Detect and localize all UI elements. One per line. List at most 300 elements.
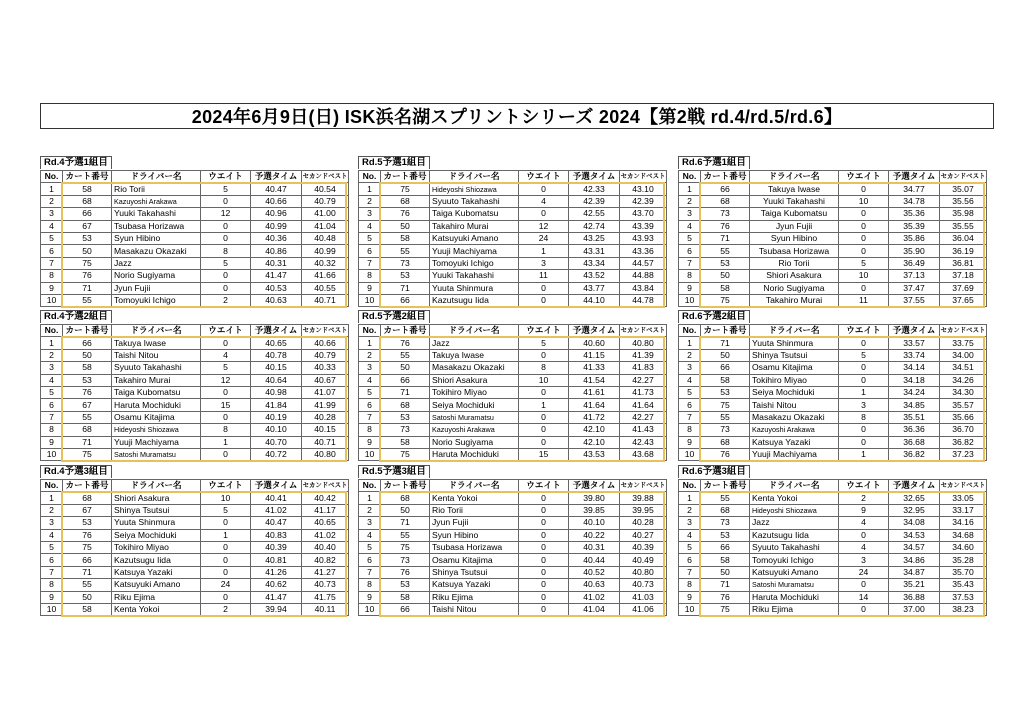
kart-number: 66 <box>63 208 112 220</box>
kart-number: 71 <box>701 337 750 349</box>
kart-number: 67 <box>63 220 112 232</box>
second-best: 33.05 <box>940 492 987 504</box>
qualifying-time: 35.39 <box>889 220 940 232</box>
table-row <box>679 448 987 460</box>
kart-number: 75 <box>63 541 112 553</box>
second-best: 40.79 <box>302 349 349 361</box>
row-number: 1 <box>41 492 63 504</box>
col-qualifying-time-header: 予選タイム <box>251 480 302 492</box>
row-number: 6 <box>679 245 701 257</box>
kart-number: 50 <box>381 220 430 232</box>
kart-number: 53 <box>381 270 430 282</box>
weight: 0 <box>201 448 251 460</box>
driver-name: Tokihiro Miyao <box>750 374 839 386</box>
row-number: 6 <box>359 245 381 257</box>
table-row <box>679 232 987 244</box>
driver-name: Kenta Yokoi <box>750 492 839 504</box>
header-row <box>679 480 987 492</box>
table-row <box>679 517 987 529</box>
second-best: 44.88 <box>620 270 667 282</box>
row-number: 10 <box>359 294 381 306</box>
weight: 0 <box>839 436 889 448</box>
kart-number: 75 <box>381 541 430 553</box>
header-row <box>359 480 667 492</box>
second-best: 40.28 <box>620 517 667 529</box>
table-row <box>41 554 349 566</box>
weight: 0 <box>201 591 251 603</box>
table-row <box>679 492 987 504</box>
second-best: 43.93 <box>620 232 667 244</box>
qualifying-time: 35.36 <box>889 208 940 220</box>
row-number: 5 <box>679 541 701 553</box>
qualifying-time: 42.10 <box>569 436 620 448</box>
second-best: 41.39 <box>620 349 667 361</box>
second-best: 41.04 <box>302 220 349 232</box>
table-row <box>41 492 349 504</box>
table-row <box>41 257 349 269</box>
table-row <box>41 374 349 386</box>
header-row <box>679 171 987 183</box>
weight: 5 <box>201 257 251 269</box>
second-best: 40.32 <box>302 257 349 269</box>
col-driver-name-header: ドライバー名 <box>750 171 839 183</box>
table-row <box>359 566 667 578</box>
table-row <box>359 282 667 294</box>
qualifying-time: 34.87 <box>889 566 940 578</box>
row-number: 2 <box>679 504 701 516</box>
table-row <box>679 399 987 411</box>
table-row <box>359 374 667 386</box>
kart-number: 53 <box>63 374 112 386</box>
weight: 24 <box>201 579 251 591</box>
driver-name: Tsubasa Horizawa <box>112 220 201 232</box>
table-row <box>679 337 987 349</box>
weight: 0 <box>201 195 251 207</box>
qualifying-time: 34.77 <box>889 183 940 195</box>
table-caption: Rd.6予選3組目 <box>678 465 750 478</box>
table-row <box>359 386 667 398</box>
row-number: 2 <box>41 195 63 207</box>
weight: 0 <box>839 374 889 386</box>
driver-name: Norio Sugiyama <box>750 282 839 294</box>
driver-name: Rio Torii <box>750 257 839 269</box>
driver-name: Jyun Fujii <box>430 517 519 529</box>
row-number: 3 <box>359 362 381 374</box>
row-number: 10 <box>359 448 381 460</box>
qualifying-time: 40.47 <box>251 183 302 195</box>
kart-number: 50 <box>381 362 430 374</box>
qualifying-time: 37.47 <box>889 282 940 294</box>
kart-number: 50 <box>701 270 750 282</box>
kart-number: 53 <box>381 579 430 591</box>
weight: 5 <box>201 362 251 374</box>
second-best: 35.56 <box>940 195 987 207</box>
table-caption: Rd.4予選2組目 <box>40 310 112 323</box>
driver-name: Kazuyoshi Arakawa <box>112 195 201 207</box>
weight: 5 <box>201 504 251 516</box>
driver-name: Taiga Kubomatsu <box>430 208 519 220</box>
weight: 8 <box>839 411 889 423</box>
table-row <box>41 579 349 591</box>
row-number: 1 <box>359 492 381 504</box>
second-best: 34.26 <box>940 374 987 386</box>
col-weight-header: ウエイト <box>839 171 889 183</box>
qualifying-time: 40.81 <box>251 554 302 566</box>
qualifying-time: 41.47 <box>251 270 302 282</box>
table-row <box>41 566 349 578</box>
col-weight-header: ウエイト <box>201 480 251 492</box>
driver-name: Osamu Kitajima <box>430 554 519 566</box>
kart-number: 66 <box>381 294 430 306</box>
second-best: 36.70 <box>940 424 987 436</box>
table-row <box>41 282 349 294</box>
second-best: 35.55 <box>940 220 987 232</box>
second-best: 40.40 <box>302 541 349 553</box>
driver-name: Yuuta Shinmura <box>112 517 201 529</box>
qualifying-table <box>40 306 348 461</box>
table-row <box>359 448 667 460</box>
weight: 1 <box>839 448 889 460</box>
qualifying-table <box>40 152 348 307</box>
table-row <box>359 591 667 603</box>
weight: 0 <box>519 579 569 591</box>
table-row <box>679 386 987 398</box>
row-number: 3 <box>359 208 381 220</box>
weight: 15 <box>519 448 569 460</box>
driver-name: Tokihiro Miyao <box>112 541 201 553</box>
table-row <box>41 436 349 448</box>
weight: 0 <box>839 362 889 374</box>
second-best: 40.49 <box>620 554 667 566</box>
header-row <box>41 480 349 492</box>
row-number: 1 <box>41 183 63 195</box>
kart-number: 75 <box>63 257 112 269</box>
header-row <box>41 171 349 183</box>
weight: 10 <box>839 270 889 282</box>
kart-number: 53 <box>381 411 430 423</box>
kart-number: 53 <box>701 386 750 398</box>
table-row <box>679 529 987 541</box>
qualifying-time: 40.62 <box>251 579 302 591</box>
driver-name: Shinya Tsutsui <box>112 504 201 516</box>
weight: 4 <box>201 349 251 361</box>
row-number: 1 <box>359 337 381 349</box>
weight: 24 <box>519 232 569 244</box>
table-row <box>679 603 987 615</box>
kart-number: 58 <box>701 554 750 566</box>
col-second-best-header: セカンドベスト <box>620 171 667 183</box>
col-no-header: No. <box>359 480 381 492</box>
driver-name: Shiori Asakura <box>750 270 839 282</box>
driver-name: Yuuji Machiyama <box>112 436 201 448</box>
col-weight-header: ウエイト <box>839 325 889 337</box>
qualifying-time: 43.25 <box>569 232 620 244</box>
driver-name: Syun Hibino <box>112 232 201 244</box>
driver-name: Hideyoshi Shiozawa <box>750 504 839 516</box>
driver-name: Tomoyuki Ichigo <box>112 294 201 306</box>
second-best: 41.17 <box>302 504 349 516</box>
results-table <box>40 324 349 461</box>
second-best: 40.79 <box>302 195 349 207</box>
weight: 0 <box>519 603 569 615</box>
col-weight-header: ウエイト <box>201 171 251 183</box>
qualifying-time: 42.55 <box>569 208 620 220</box>
table-row <box>359 411 667 423</box>
qualifying-time: 36.36 <box>889 424 940 436</box>
second-best: 43.36 <box>620 245 667 257</box>
driver-name: Takahiro Murai <box>430 220 519 232</box>
qualifying-time: 41.61 <box>569 386 620 398</box>
driver-name: Shinya Tsutsui <box>750 349 839 361</box>
kart-number: 68 <box>701 504 750 516</box>
row-number: 9 <box>359 436 381 448</box>
results-table <box>358 170 667 307</box>
second-best: 33.75 <box>940 337 987 349</box>
header-row <box>359 171 667 183</box>
row-number: 5 <box>679 386 701 398</box>
driver-name: Katsuya Yazaki <box>430 579 519 591</box>
table-row <box>41 349 349 361</box>
second-best: 40.67 <box>302 374 349 386</box>
qualifying-time: 41.72 <box>569 411 620 423</box>
qualifying-time: 40.44 <box>569 554 620 566</box>
weight: 0 <box>839 424 889 436</box>
row-number: 6 <box>41 554 63 566</box>
second-best: 41.99 <box>302 399 349 411</box>
table-row <box>679 245 987 257</box>
table-row <box>41 294 349 306</box>
driver-name: Syun Hibino <box>750 232 839 244</box>
row-number: 5 <box>359 232 381 244</box>
qualifying-time: 43.53 <box>569 448 620 460</box>
row-number: 8 <box>41 424 63 436</box>
qualifying-time: 34.14 <box>889 362 940 374</box>
second-best: 37.53 <box>940 591 987 603</box>
col-second-best-header: セカンドベスト <box>940 480 987 492</box>
table-row <box>41 183 349 195</box>
table-row <box>359 424 667 436</box>
kart-number: 71 <box>381 282 430 294</box>
table-row <box>359 349 667 361</box>
second-best: 40.99 <box>302 245 349 257</box>
row-number: 4 <box>359 220 381 232</box>
weight: 0 <box>519 566 569 578</box>
weight: 0 <box>519 282 569 294</box>
driver-name: Seiya Mochiduki <box>750 386 839 398</box>
weight: 2 <box>201 603 251 615</box>
row-number: 4 <box>679 374 701 386</box>
row-number: 1 <box>359 183 381 195</box>
second-best: 41.75 <box>302 591 349 603</box>
table-row <box>41 424 349 436</box>
row-number: 7 <box>679 566 701 578</box>
table-caption: Rd.6予選1組目 <box>678 156 750 169</box>
row-number: 8 <box>359 579 381 591</box>
kart-number: 58 <box>381 591 430 603</box>
kart-number: 73 <box>381 554 430 566</box>
table-row <box>679 411 987 423</box>
col-driver-name-header: ドライバー名 <box>430 480 519 492</box>
kart-number: 71 <box>701 232 750 244</box>
second-best: 44.78 <box>620 294 667 306</box>
table-row <box>41 517 349 529</box>
col-second-best-header: セカンドベスト <box>302 480 349 492</box>
table-row <box>679 579 987 591</box>
driver-name: Taiga Kubomatsu <box>112 386 201 398</box>
table-row <box>359 362 667 374</box>
qualifying-time: 40.10 <box>569 517 620 529</box>
qualifying-time: 41.47 <box>251 591 302 603</box>
driver-name: Takahiro Murai <box>112 374 201 386</box>
table-row <box>359 245 667 257</box>
weight: 0 <box>519 529 569 541</box>
kart-number: 66 <box>701 541 750 553</box>
kart-number: 71 <box>63 436 112 448</box>
weight: 4 <box>839 517 889 529</box>
second-best: 34.51 <box>940 362 987 374</box>
second-best: 37.18 <box>940 270 987 282</box>
row-number: 8 <box>41 270 63 282</box>
col-second-best-header: セカンドベスト <box>302 325 349 337</box>
kart-number: 55 <box>701 492 750 504</box>
row-number: 1 <box>679 183 701 195</box>
second-best: 35.66 <box>940 411 987 423</box>
table-row <box>359 554 667 566</box>
col-weight-header: ウエイト <box>519 325 569 337</box>
results-table <box>358 324 667 461</box>
table-row <box>359 294 667 306</box>
table-row <box>41 270 349 282</box>
row-number: 8 <box>679 579 701 591</box>
kart-number: 55 <box>63 579 112 591</box>
row-number: 4 <box>359 374 381 386</box>
row-number: 7 <box>359 411 381 423</box>
table-row <box>679 362 987 374</box>
weight: 3 <box>839 554 889 566</box>
row-number: 7 <box>41 411 63 423</box>
qualifying-time: 33.74 <box>889 349 940 361</box>
kart-number: 50 <box>63 245 112 257</box>
kart-number: 50 <box>701 566 750 578</box>
table-row <box>359 436 667 448</box>
kart-number: 50 <box>381 504 430 516</box>
col-second-best-header: セカンドベスト <box>302 171 349 183</box>
table-row <box>679 554 987 566</box>
row-number: 5 <box>41 386 63 398</box>
table-row <box>679 566 987 578</box>
qualifying-time: 40.65 <box>251 337 302 349</box>
driver-name: Taishi Nitou <box>112 349 201 361</box>
qualifying-time: 40.72 <box>251 448 302 460</box>
kart-number: 50 <box>63 591 112 603</box>
col-kart-number-header: カート番号 <box>701 171 750 183</box>
weight: 15 <box>201 399 251 411</box>
qualifying-time: 40.66 <box>251 195 302 207</box>
header-row <box>359 325 667 337</box>
kart-number: 67 <box>63 504 112 516</box>
weight: 0 <box>519 294 569 306</box>
second-best: 43.10 <box>620 183 667 195</box>
results-table <box>678 479 987 616</box>
weight: 0 <box>519 541 569 553</box>
weight: 1 <box>201 436 251 448</box>
table-row <box>359 220 667 232</box>
qualifying-time: 40.41 <box>251 492 302 504</box>
col-kart-number-header: カート番号 <box>701 325 750 337</box>
kart-number: 50 <box>63 349 112 361</box>
row-number: 1 <box>679 337 701 349</box>
second-best: 40.27 <box>620 529 667 541</box>
weight: 12 <box>201 208 251 220</box>
weight: 3 <box>839 399 889 411</box>
qualifying-time: 41.15 <box>569 349 620 361</box>
second-best: 42.39 <box>620 195 667 207</box>
driver-name: Norio Sugiyama <box>112 270 201 282</box>
second-best: 40.65 <box>302 517 349 529</box>
header-row <box>41 325 349 337</box>
qualifying-time: 35.86 <box>889 232 940 244</box>
weight: 0 <box>519 349 569 361</box>
kart-number: 66 <box>63 554 112 566</box>
table-row <box>679 183 987 195</box>
weight: 0 <box>519 504 569 516</box>
weight: 0 <box>839 579 889 591</box>
row-number: 4 <box>41 220 63 232</box>
col-qualifying-time-header: 予選タイム <box>569 325 620 337</box>
row-number: 6 <box>679 399 701 411</box>
kart-number: 58 <box>701 374 750 386</box>
table-row <box>359 195 667 207</box>
qualifying-table <box>358 152 666 307</box>
row-number: 6 <box>359 399 381 411</box>
table-row <box>41 529 349 541</box>
second-best: 43.84 <box>620 282 667 294</box>
row-number: 3 <box>679 208 701 220</box>
qualifying-time: 34.18 <box>889 374 940 386</box>
qualifying-time: 34.85 <box>889 399 940 411</box>
kart-number: 55 <box>381 529 430 541</box>
driver-name: Takahiro Murai <box>750 294 839 306</box>
table-row <box>359 541 667 553</box>
table-row <box>679 349 987 361</box>
row-number: 2 <box>359 195 381 207</box>
weight: 1 <box>839 386 889 398</box>
weight: 0 <box>839 282 889 294</box>
driver-name: Taishi Nitou <box>430 603 519 615</box>
qualifying-time: 40.60 <box>569 337 620 349</box>
qualifying-time: 40.63 <box>569 579 620 591</box>
table-row <box>679 424 987 436</box>
second-best: 34.60 <box>940 541 987 553</box>
driver-name: Takuya Iwase <box>750 183 839 195</box>
driver-name: Kenta Yokoi <box>112 603 201 615</box>
kart-number: 66 <box>381 374 430 386</box>
driver-name: Rio Torii <box>112 183 201 195</box>
driver-name: Yuuta Shinmura <box>750 337 839 349</box>
qualifying-time: 40.22 <box>569 529 620 541</box>
table-row <box>41 386 349 398</box>
row-number: 8 <box>359 424 381 436</box>
driver-name: Kenta Yokoi <box>430 492 519 504</box>
kart-number: 76 <box>63 529 112 541</box>
weight: 0 <box>201 220 251 232</box>
weight: 0 <box>519 492 569 504</box>
row-number: 9 <box>359 282 381 294</box>
table-row <box>679 270 987 282</box>
kart-number: 75 <box>381 183 430 195</box>
second-best: 41.64 <box>620 399 667 411</box>
driver-name: Masakazu Okazaki <box>430 362 519 374</box>
